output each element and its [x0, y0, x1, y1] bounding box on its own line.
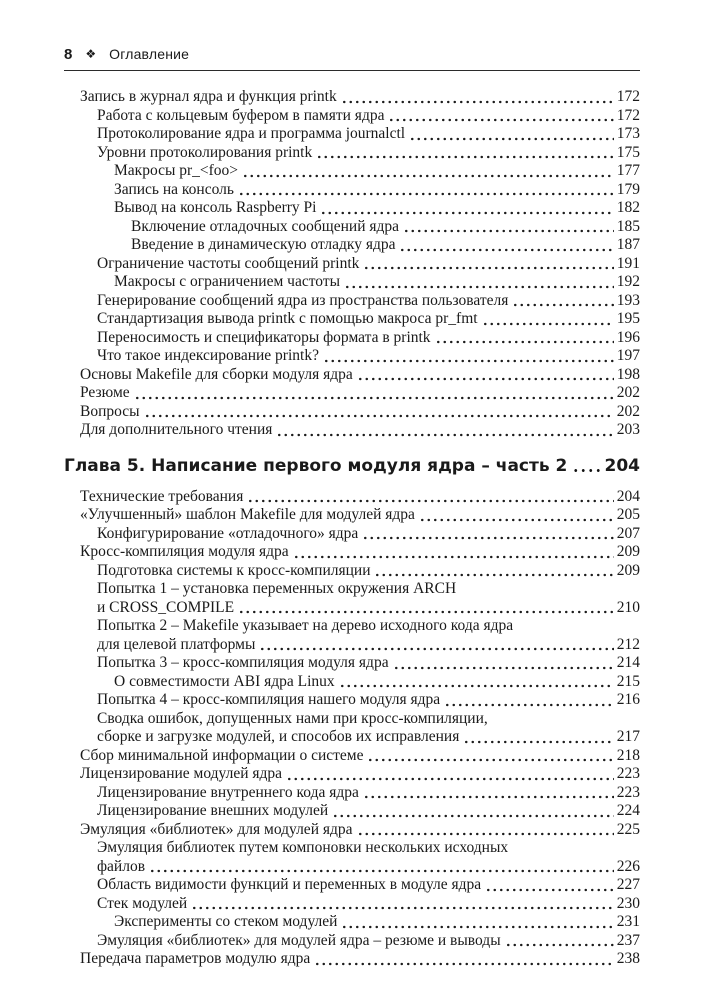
toc-entry [80, 673, 640, 692]
dot-leader [144, 414, 614, 418]
dot-leader [314, 962, 614, 966]
dot-leader [409, 137, 614, 141]
toc-page-number: 202 [616, 384, 640, 401]
toc-entry-line1: Эмуляция библиотек путем компоновки нескольких исходных [97, 839, 509, 856]
toc-entry [80, 292, 640, 311]
dot-leader [259, 647, 613, 651]
toc-entry [80, 403, 640, 422]
toc-entry-title: «Улучшенный» шаблон Makefile для модулей ядра [80, 506, 415, 523]
toc-entry [80, 821, 640, 840]
toc-page-number: 225 [616, 820, 640, 838]
toc-entry-title: Эмуляция «библиотек» для модулей ядра [80, 820, 353, 838]
dot-leader [419, 518, 614, 522]
toc-entry-title: для целевой платформы [97, 635, 256, 653]
toc-page-number: 224 [616, 802, 640, 819]
toc-page-number: 172 [616, 88, 640, 105]
toc-entry [80, 488, 640, 507]
toc-entry-title: Переносимость и спецификаторы формата в printk [97, 328, 431, 346]
chapter-title: Глава 5. Написание первого модуля ядра – часть 2 [64, 455, 568, 476]
dot-leader [357, 832, 614, 836]
toc-entry-title: Эксперименты со стеком модулей [114, 913, 338, 930]
toc-page-number: 192 [616, 273, 640, 290]
toc-entry [80, 199, 640, 218]
toc-entry-title: Протоколирование ядра и программа journalctl [97, 125, 406, 142]
toc-entry [80, 562, 640, 581]
toc-page-number: 214 [616, 654, 640, 671]
toc-entry-title: Область видимости функций и переменных в модуле ядра [97, 876, 482, 893]
toc-page-number: 177 [616, 162, 640, 179]
toc-entry-title: Запись в журнал ядра и функция printk [80, 88, 337, 105]
toc-entry-title: Подготовка системы к кросс-компиляции [97, 561, 371, 579]
toc-entry [80, 144, 640, 163]
dot-leader [363, 795, 614, 799]
dot-leader [485, 888, 614, 892]
dot-leader [512, 303, 613, 307]
dot-leader [339, 684, 614, 688]
toc-page-number: 198 [616, 365, 640, 383]
toc-entry-title: Включение отладочных сообщений ядра [131, 217, 400, 235]
toc-entry [80, 366, 640, 385]
toc-entry [80, 932, 640, 951]
toc-page-number: 187 [616, 236, 640, 253]
toc-page-number: 227 [616, 876, 640, 893]
toc-entry-title: Лицензирование модулей ядра [80, 765, 283, 782]
toc-page-number: 202 [616, 402, 640, 420]
toc-page-number: 179 [616, 180, 640, 198]
toc-page-number: 231 [616, 913, 640, 930]
toc-page-number: 238 [616, 950, 640, 967]
chapter-page-number: 204 [604, 455, 640, 476]
toc-entry [80, 255, 640, 274]
toc-entry-line2 [97, 858, 640, 877]
toc-entry [80, 525, 640, 544]
toc-page-number: 197 [616, 347, 640, 364]
toc-entry-title: Что такое индексирование printk? [97, 347, 319, 364]
toc-entry-title: Ограничение частоты сообщений printk [97, 254, 360, 272]
dot-leader [341, 925, 613, 929]
toc-entry-title: Для дополнительного чтения [80, 421, 273, 438]
toc-entry [80, 895, 640, 914]
dot-leader [247, 499, 613, 503]
dot-leader [320, 211, 613, 215]
toc-page-number: 195 [616, 310, 640, 327]
toc-entry-line1: Попытка 2 – Makefile указывает на дерево исходного кода ядра [97, 617, 514, 634]
header-page-number: 8 [64, 46, 73, 63]
toc-page-number: 205 [616, 506, 640, 523]
toc-entry [80, 310, 640, 329]
dot-leader [403, 229, 614, 233]
toc-entry-title: Сбор минимальной информации о системе [80, 746, 364, 764]
toc-page-number: 182 [616, 199, 640, 216]
toc-page-number: 196 [616, 328, 640, 346]
toc-entry [80, 347, 640, 366]
toc-entry-title: Генерирование сообщений ядра из пространства пользователя [97, 291, 509, 309]
toc-entry-title: Вывод на консоль Raspberry Pi [114, 199, 317, 216]
toc-entry [80, 747, 640, 766]
dot-leader [191, 906, 614, 910]
toc-entry-title: файлов [97, 857, 146, 875]
toc-entry [80, 876, 640, 895]
toc-page-number: 185 [616, 217, 640, 235]
dot-leader [341, 100, 614, 104]
toc-entry [80, 654, 640, 673]
toc-entry-line2 [97, 599, 640, 618]
header-title: Оглавление [109, 46, 190, 62]
toc-entry [80, 765, 640, 784]
toc-entry [80, 421, 640, 440]
toc-page-number: 175 [616, 143, 640, 161]
toc-entry [80, 839, 640, 876]
toc-entry [80, 181, 640, 200]
dot-leader [388, 118, 613, 122]
toc-entry-line1: Попытка 1 – установка переменных окружения ARCH [97, 580, 457, 597]
toc-entry [80, 617, 640, 654]
dot-leader [357, 377, 614, 381]
toc-entry [80, 236, 640, 255]
dot-leader [286, 777, 614, 781]
toc-entry-title: Попытка 3 – кросс-компиляция модуля ядра [97, 654, 389, 671]
dot-leader [323, 359, 614, 363]
dot-leader [242, 174, 614, 178]
toc-page-number: 216 [616, 691, 640, 708]
dot-leader [238, 610, 614, 614]
dot-leader [316, 155, 614, 159]
toc-entry [80, 710, 640, 747]
toc-entry [80, 506, 640, 525]
toc-page-number: 237 [616, 931, 640, 949]
dot-leader [505, 943, 614, 947]
dot-leader [276, 433, 613, 437]
toc-page-number: 215 [616, 672, 640, 690]
toc-entry [80, 950, 640, 969]
toc-entry-title: Стек модулей [97, 894, 188, 912]
toc-entry [80, 691, 640, 710]
dot-leader [572, 468, 601, 473]
toc-entry-title: Запись на консоль [114, 180, 234, 198]
dot-leader [332, 814, 614, 818]
toc-page-number: 209 [616, 543, 640, 560]
toc-entry-line2 [97, 636, 640, 655]
toc-page-number: 173 [616, 125, 640, 142]
toc-page-number: 193 [616, 291, 640, 309]
toc-page-number: 209 [616, 561, 640, 579]
toc-entry-title: Введение в динамическую отладку ядра [131, 236, 396, 253]
toc-entry [80, 802, 640, 821]
toc-entry [80, 784, 640, 803]
toc-page-number: 203 [616, 421, 640, 438]
toc-entry-title: Стандартизация вывода printk с помощью макроса pr_fmt [97, 310, 478, 327]
dot-leader [444, 703, 614, 707]
toc-entry-title: Лицензирование внешних модулей [97, 802, 329, 819]
dot-leader [362, 536, 613, 540]
toc-page-number: 218 [616, 746, 640, 764]
dot-leader [435, 340, 614, 344]
toc-entry [80, 543, 640, 562]
toc-entry [80, 273, 640, 292]
dot-leader [149, 869, 614, 873]
dot-leader [134, 396, 614, 400]
page-header [64, 46, 640, 71]
dot-leader [367, 758, 613, 762]
toc-entry [80, 107, 640, 126]
toc-page-number: 210 [616, 598, 640, 616]
toc-entry-title: Уровни протоколирования printk [97, 143, 313, 161]
toc-entry-title: Конфигурирование «отладочного» ядра [97, 524, 359, 542]
dot-leader [393, 666, 614, 670]
toc-entry [80, 125, 640, 144]
toc-entry-title: Основы Makefile для сборки модуля ядра [80, 365, 353, 383]
toc-entry [80, 88, 640, 107]
toc-page-number: 191 [616, 254, 640, 272]
toc-entry [80, 162, 640, 181]
toc-entry-title: Технические требования [80, 487, 244, 505]
ornament-icon: ❖ [85, 47, 97, 61]
toc-entry-title: Вопросы [80, 402, 140, 420]
toc-entry [80, 913, 640, 932]
dot-leader [238, 192, 614, 196]
toc-page-number: 207 [616, 524, 640, 542]
chapter-heading [64, 455, 640, 477]
dot-leader [482, 322, 614, 326]
toc-entry-title: Кросс-компиляция модуля ядра [80, 543, 289, 560]
toc-page-number: 223 [616, 765, 640, 782]
toc-entry-title: Макросы pr_<foo> [114, 162, 239, 179]
toc-entry [80, 384, 640, 403]
dot-leader [344, 285, 614, 289]
toc-entry-title: сборке и загрузке модулей, и способов их исправления [97, 728, 460, 745]
toc-entry-title: Передача параметров модулю ядра [80, 950, 311, 967]
toc-page-number: 172 [616, 106, 640, 124]
toc-entry-title: Попытка 4 – кросс-компиляция нашего модуля ядра [97, 691, 441, 708]
toc-list [64, 88, 640, 969]
toc-entry-title: Лицензирование внутреннего кода ядра [97, 783, 359, 801]
toc-entry-title: и CROSS_COMPILE [97, 598, 235, 616]
toc-entry-title: Резюме [80, 384, 130, 401]
toc-entry [80, 218, 640, 237]
toc-entry [80, 329, 640, 348]
toc-page-number: 223 [616, 783, 640, 801]
toc-page-number: 212 [616, 635, 640, 653]
toc-page-number: 230 [616, 894, 640, 912]
dot-leader [463, 740, 613, 744]
toc-entry-line2 [97, 728, 640, 747]
dot-leader [293, 555, 614, 559]
toc-entry-title: Работа с кольцевым буфером в памяти ядра [97, 106, 385, 124]
toc-page-number: 204 [616, 487, 640, 505]
toc-entry-title: Эмуляция «библиотек» для модулей ядра – резюме и выводы [97, 931, 501, 949]
toc-page-number: 217 [616, 728, 640, 745]
dot-leader [399, 248, 613, 252]
toc-entry-title: Макросы с ограничением частоты [114, 273, 341, 290]
dot-leader [363, 266, 613, 270]
toc-entry-line1: Сводка ошибок, допущенных нами при кросс-компиляции, [97, 709, 488, 727]
toc-entry-title: О совместимости ABI ядра Linux [114, 672, 335, 690]
toc-page-number: 226 [616, 857, 640, 875]
toc-entry [80, 580, 640, 617]
dot-leader [374, 573, 613, 577]
